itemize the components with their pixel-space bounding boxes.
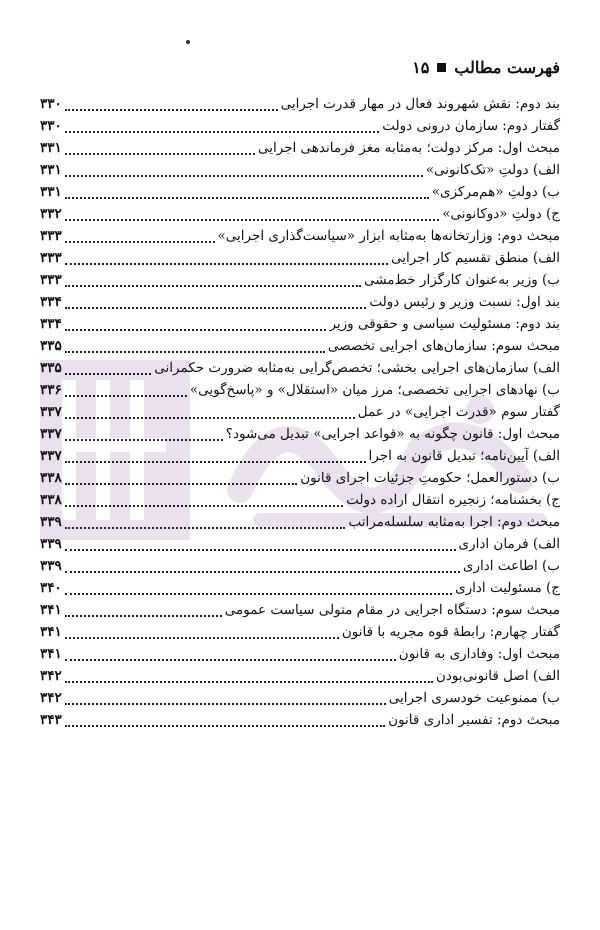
toc-entry — [40, 599, 560, 621]
toc-entry-title: الف) آیین‌نامه؛ تبدیل قانون به اجرا — [368, 448, 560, 464]
toc-entry-page: ۳۴۲ — [40, 668, 62, 684]
toc-entry-title: مبحث سوم: سازمان‌های اجرایی تخصصی — [327, 338, 560, 354]
dot-leader — [65, 343, 325, 353]
toc-entry — [40, 533, 560, 555]
toc-entry-page: ۳۴۱ — [40, 602, 62, 618]
toc-entry-title: گفتار دوم: سازمان درونی دولت — [382, 118, 560, 134]
dot-leader — [65, 673, 433, 683]
toc-entry — [40, 665, 560, 687]
toc-entry-title: مبحث اول: قانون چگونه به «قواعد اجرایی» تبدیل می‌شود؟ — [225, 426, 560, 442]
toc-entry-page: ۳۳۷ — [40, 426, 62, 442]
toc-entry — [40, 247, 560, 269]
toc-entry-page: ۳۳۵ — [40, 360, 62, 376]
dot-leader — [65, 475, 297, 485]
toc-entry — [40, 709, 560, 731]
toc-entry — [40, 115, 560, 137]
dot-leader — [65, 387, 187, 397]
toc-entry-page: ۳۴۱ — [40, 624, 62, 640]
square-bullet-icon — [437, 63, 446, 72]
toc-entry — [40, 203, 560, 225]
dot-leader — [65, 299, 367, 309]
toc-entry — [40, 137, 560, 159]
toc-entry-title: الف) فرمان اداری — [458, 536, 560, 552]
dot-leader — [65, 497, 343, 507]
dot-leader — [65, 233, 215, 243]
toc-entry-page: ۳۳۱ — [40, 140, 62, 156]
dot-leader — [65, 211, 439, 221]
toc-entry-page: ۳۳۹ — [40, 514, 62, 530]
dot-leader — [65, 145, 255, 155]
toc-entry — [40, 555, 560, 577]
dot-leader — [65, 101, 278, 111]
dot-leader — [65, 695, 386, 705]
toc-entry-title: الف) منطق تقسیم کار اجرایی — [391, 250, 560, 266]
dot-leader — [65, 585, 452, 595]
dot-leader — [65, 431, 223, 441]
toc-entry-page: ۳۳۹ — [40, 536, 62, 552]
dot-leader — [65, 563, 460, 573]
toc-entry-title: بند دوم: مسئولیت سیاسی و حقوقی وزیر — [329, 316, 560, 332]
toc-entry — [40, 269, 560, 291]
dot-leader — [65, 277, 361, 287]
toc-entry-title: ب) ممنوعیت خودسری اجرایی — [388, 690, 560, 706]
toc-entry — [40, 401, 560, 423]
dot-leader — [65, 365, 151, 375]
toc-entry-title: مبحث سوم: دستگاه اجرایی در مقام متولی سیاست عمومی — [224, 602, 560, 618]
toc-entry-page: ۳۳۴ — [40, 294, 62, 310]
toc-entry-page: ۳۴۲ — [40, 690, 62, 706]
dot-leader — [65, 189, 429, 199]
toc-entry — [40, 181, 560, 203]
dot-leader — [65, 453, 366, 463]
dot-leader — [65, 629, 339, 639]
toc-entry-page: ۳۳۲ — [40, 206, 62, 222]
dot-leader — [65, 717, 385, 727]
toc-entry-page: ۳۳۶ — [40, 382, 62, 398]
toc-entry — [40, 159, 560, 181]
toc-entry — [40, 93, 560, 115]
toc-entry-page: ۳۳۰ — [40, 118, 62, 134]
dot-leader — [65, 541, 456, 551]
toc-entry — [40, 423, 560, 445]
toc-entry — [40, 335, 560, 357]
header-page-number: ۱۵ — [412, 57, 430, 77]
toc-entry-title: مبحث اول: وفاداری به قانون — [398, 646, 560, 662]
toc-entry-title: ب) دولتِ «هم‌مرکزی» — [431, 184, 560, 200]
toc-entry-title: الف) دولتِ «تک‌کانونی» — [425, 162, 560, 178]
toc-entry — [40, 577, 560, 599]
dot-leader — [65, 255, 388, 265]
toc-entry-title: ب) دستورالعمل؛ حکومتِ جزئیات اجرای قانون — [300, 470, 560, 486]
toc-entry-title: ب) نهادهای اجرایی تخصصی؛ مرز میان «استقلال» و «پاسخ‌گویی» — [189, 382, 560, 398]
toc-entry-page: ۳۴۰ — [40, 580, 62, 596]
dot-leader — [65, 519, 346, 529]
toc-entry-page: ۳۴۳ — [40, 712, 62, 728]
toc-entry-page: ۳۳۸ — [40, 492, 62, 508]
toc-entry-page: ۳۳۹ — [40, 558, 62, 574]
dot-leader — [65, 321, 327, 331]
dot-leader — [65, 607, 222, 617]
toc-entry-title: بند دوم: نقش شهروند فعال در مهار قدرت اجرایی — [280, 96, 560, 112]
toc-entry-page: ۳۳۷ — [40, 404, 62, 420]
toc-entry-title: ج) دولتِ «دوکانونی» — [442, 206, 560, 222]
toc-entry-page: ۳۳۸ — [40, 470, 62, 486]
page-header — [40, 52, 560, 82]
toc-entry-page: ۳۳۴ — [40, 316, 62, 332]
toc-entry — [40, 467, 560, 489]
toc-entry-page: ۳۳۱ — [40, 162, 62, 178]
toc-entry-title: مبحث دوم: وزارتخانه‌ها به‌مثابه ابزار «سیاست‌گذاری اجرایی» — [217, 228, 560, 244]
dot-leader — [65, 123, 380, 133]
toc-entry-title: الف) اصل قانونی‌بودن — [435, 668, 560, 684]
toc-entry-page: ۳۳۵ — [40, 338, 62, 354]
toc-entry — [40, 489, 560, 511]
toc-entry-title: ج) بخشنامه؛ زنجیره انتقال اراده دولت — [346, 492, 560, 508]
toc-entry-title: مبحث اول: مرکز دولت؛ به‌مثابه مغز فرماندهی اجرایی — [257, 140, 560, 156]
dot-leader — [65, 409, 355, 419]
toc-entry — [40, 357, 560, 379]
toc-entry-page: ۳۳۷ — [40, 448, 62, 464]
dot-leader — [65, 651, 396, 661]
toc-entry — [40, 291, 560, 313]
toc-entry — [40, 313, 560, 335]
toc-entry — [40, 687, 560, 709]
toc-entry-title: گفتار چهارم: رابطهٔ قوه مجریه با قانون — [341, 624, 560, 640]
toc-entry-title: مبحث دوم: اجرا به‌مثابه سلسله‌مراتب — [348, 514, 560, 530]
toc-entry-title: بند اول: نسبت وزیر و رئیس دولت — [369, 294, 560, 310]
toc-entry-title: گفتار سوم «قدرت اجرایی» در عمل — [357, 404, 560, 420]
toc-entry — [40, 511, 560, 533]
toc-entry-title: ب) اطاعت اداری — [462, 558, 560, 574]
table-of-contents — [40, 93, 560, 731]
toc-entry-page: ۳۳۳ — [40, 250, 62, 266]
toc-entry-page: ۳۳۱ — [40, 184, 62, 200]
toc-entry-title: الف) سازمان‌های اجرایی بخشی؛ تخصص‌گرایی به‌مثابه ضرورت حکمرانی — [154, 360, 560, 376]
print-mark — [186, 40, 190, 44]
toc-entry-page: ۳۳۳ — [40, 228, 62, 244]
header-title: فهرست مطالب — [454, 57, 560, 77]
toc-entry-page: ۳۴۱ — [40, 646, 62, 662]
toc-entry — [40, 225, 560, 247]
toc-entry-title: ج) مسئولیت اداری — [455, 580, 560, 596]
toc-entry — [40, 643, 560, 665]
toc-entry — [40, 621, 560, 643]
toc-entry-title: مبحث دوم: تفسیر اداری قانون — [388, 712, 560, 728]
toc-entry — [40, 379, 560, 401]
toc-entry — [40, 445, 560, 467]
toc-entry-page: ۳۳۳ — [40, 272, 62, 288]
toc-entry-title: ب) وزیر به‌عنوان کارگزار خط‌مشی — [363, 272, 560, 288]
toc-entry-page: ۳۳۰ — [40, 96, 62, 112]
dot-leader — [65, 167, 423, 177]
